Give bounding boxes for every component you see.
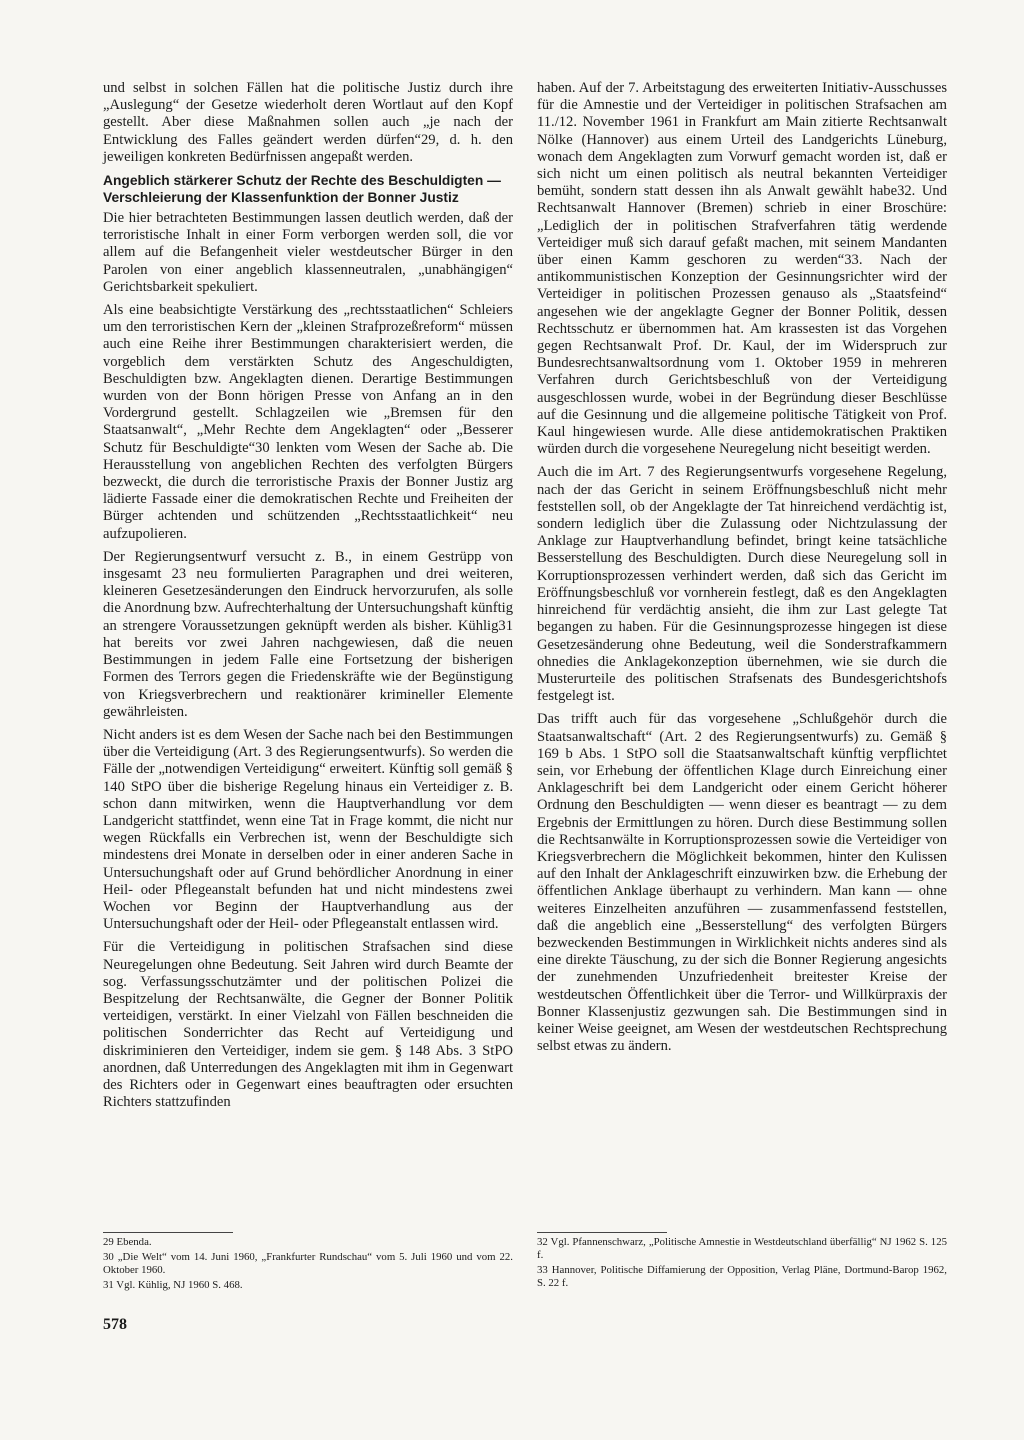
section-heading: Angeblich stärkerer Schutz der Rechte des Beschuldigten — Verschleierung der Klassenfunktion der Bonner Justiz <box>103 173 501 206</box>
paragraph: Das trifft auch für das vorgesehene „Schlußgehör durch die Staatsanwaltschaft“ (Art. 2 des Regierungsentwurfs) zu. Gemäß § 169 b Abs. 1 StPO soll die Staatsanwaltschaft künftig verpflichtet sein, vor Erhebung der öffentlichen Klage durch Einreichung einer Anklageschrift bei dem Landgericht oder einem Gericht höherer Ordnung den Beschuldigten — wenn dieser es beantragt — zu dem Ergebnis der Ermittlungen zu hören. Durch diese Bestimmung sollen die Rechtsanwälte in Korruptionsprozessen sowie die Verteidiger von Kriegsverbrechern die Möglichkeit bekommen, hinter den Kulissen auf den Inhalt der Anklageschrift einzuwirken bzw. die Erhebung der öffentlichen Anklage überhaupt zu verhindern. Man kann — ohne weiteres Einzelheiten anzuführen — zusammenfassend feststellen, daß die angeblich eine „Besserstellung“ des verfolgten Bürgers bezweckenden Bestimmungen in Wirklichkeit nichts anderes sind als eine direkte Täuschung, zu der sich die Bonner Regierung angesichts der zunehmenden Unzufriedenheit breitester Kreise der westdeutschen Öffentlichkeit über die Terror- und Willkürpraxis der Bonner Klassenjustiz gezwungen sah. Die Bestimmungen sind in keiner Weise geeignet, am Wesen der westdeutschen Rechtsprechung selbst etwas zu ändern. <box>537 711 947 1055</box>
page-number: 578 <box>103 1316 127 1333</box>
footnote: 31 Vgl. Kühlig, NJ 1960 S. 468. <box>103 1279 243 1291</box>
paragraph: Die hier betrachteten Bestimmungen lassen deutlich werden, daß der terroristische Inhalt in einer Form verborgen werden soll, die vor allem auf die Befangenheit vieler westdeutscher Bürger in den Parolen von einer angeblich klassenneutralen, „unabhängigen“ Gerichtsbarkeit spekuliert. <box>103 210 513 295</box>
paragraph: und selbst in solchen Fällen hat die politische Justiz durch ihre „Auslegung“ der Gesetze wiederholt deren Wortlaut auf den Kopf gestellt. Aber diese Maßnahmen sollen auch „je nach der Entwicklung des Falles geändert werden dürfen“29, d. h. den jeweiligen konkreten Bedürfnissen angepaßt werden. <box>103 80 513 165</box>
footnote: 33 Hannover, Politische Diffamierung der Opposition, Verlag Pläne, Dortmund-Barop 1962, S. 22 f. <box>537 1264 947 1289</box>
footnote-rule-right <box>537 1232 667 1233</box>
right-column <box>537 80 947 1061</box>
paragraph: Als eine beabsichtigte Verstärkung des „rechtsstaatlichen“ Schleiers um den terroristischen Kern der „kleinen Strafprozeßreform“ müssen auch eine Reihe ihrer Bestimmungen charakterisiert werden, die vorgeblich dem verstärkten Schutz des Angeschuldigten, Beschuldigten bzw. Angeklagten dienen. Derartige Bestimmungen wurden von der Bonn hörigen Presse von Anfang an in den Vordergrund gestellt. Schlagzeilen wie „Bremsen für den Staatsanwalt“, „Mehr Rechte dem Angeklagten“ oder „Besserer Schutz für Beschuldigte“30 lenkten vom Wesen der Sache ab. Die Herausstellung von angeblichen Rechten des verfolgten Bürgers bezweckt, die durch die terroristische Praxis der Bonner Justiz arg lädierte Fassade einer die demokratischen Rechte und Freiheiten der Bürger achtenden und schützenden „Rechtsstaatlichkeit“ neu aufzupolieren. <box>103 302 513 542</box>
footnote: 30 „Die Welt“ vom 14. Juni 1960, „Frankfurter Rundschau“ vom 5. Juli 1960 und vom 22. Oktober 1960. <box>103 1251 513 1276</box>
paragraph: haben. Auf der 7. Arbeitstagung des erweiterten Initiativ-Ausschusses für die Amnestie und der Verteidiger in politischen Strafsachen am 11./12. November 1961 in Frankfurt am Main zitierte Rechtsanwalt Nölke (Hannover) aus einem Urteil des Landgerichts Lüneburg, wonach dem Angeklagten zum Vorwurf gemacht worden ist, daß er sich nicht um einen politisch als neutral bekannten Verteidiger bemüht, sondern statt dessen ihn als Anwalt gewählt habe32. Und Rechtsanwalt Hannover (Bremen) schrieb in einer Broschüre: „Lediglich der in politischen Strafverfahren tätig werdende Verteidiger muß sich darauf gefaßt machen, mit seinem Mandanten über einen Kamm geschoren zu werden“33. Nach der antikommunistischen Konzeption der Gesinnungsrichter wird der Verteidiger in politischen Prozessen genauso als „Staatsfeind“ angesehen wie der angeklagte Gegner der Bonner Politik, dessen Rechtsschutz er übernommen hat. Am krassesten ist das Vorgehen gegen Rechtsanwalt Prof. Dr. Kaul, der im Widerspruch zur Bundesrechtsanwaltsordnung vom 1. Oktober 1959 in mehreren Verfahren durch Gerichtsbeschluß von der Verteidigung ausgeschlossen wurde, wobei in der Begründung dieser Beschlüsse auf die Gesinnung und die allgemeine politische Tätigkeit von Prof. Kaul hingewiesen wurde. Alle diese antidemokratischen Praktiken würden durch die vorgesehene Neuregelung nicht beseitigt werden. <box>537 80 947 458</box>
left-column <box>103 80 513 1117</box>
paragraph: Der Regierungsentwurf versucht z. B., in einem Gestrüpp von insgesamt 23 neu formulierten Paragraphen und drei weiteren, kleineren Gesetzesänderungen den Eindruck hervorzurufen, als solle die Anordnung bzw. Aufrechterhaltung der Untersuchungshaft künftig an strengere Voraussetzungen geknüpft werden als bisher. Kühlig31 hat bereits vor zwei Jahren nachgewiesen, daß die neuen Bestimmungen in jedem Falle eine Fortsetzung der bisherigen Formen des Terrors gegen die Friedenskräfte wie der Begünstigung von Kriegsverbrechern und reaktionärer krimineller Elemente gewährleisten. <box>103 548 513 720</box>
paragraph: Nicht anders ist es dem Wesen der Sache nach bei den Bestimmungen über die Verteidigung (Art. 3 des Regierungsentwurfs). So werden die Fälle der „notwendigen Verteidigung“ erweitert. Künftig soll gemäß § 140 StPO über die bisherige Regelung hinaus ein Verteidiger z. B. schon dann mitwirken, wenn die Hauptverhandlung vor dem Landgericht stattfindet, wenn eine Tat in Frage kommt, die nicht nur wegen Rückfalls ein Verbrechen ist, wenn der Beschuldigte sich mindestens drei Monate in derselben oder in einer anderen Sache in Untersuchungshaft oder auf Grund behördlicher Anordnung in einer Heil- oder Pflegeanstalt befunden hat und nicht mindestens zwei Wochen vor Beginn der Hauptverhandlung aus der Untersuchungshaft oder der Heil- oder Pflegeanstalt entlassen wird. <box>103 726 513 933</box>
footnote-rule-left <box>103 1232 233 1233</box>
footnote: 29 Ebenda. <box>103 1236 152 1248</box>
left-footnotes <box>103 1236 513 1294</box>
paragraph: Auch die im Art. 7 des Regierungsentwurfs vorgesehene Regelung, nach der das Gericht in seinem Eröffnungsbeschluß nicht mehr feststellen soll, ob der Angeklagte der Tat hinreichend verdächtig ist, sondern lediglich über die Zulassung oder Nichtzulassung der Anklage zur Hauptverhandlung befindet, bringt keine tatsächliche Besserstellung des Beschuldigten. Durch diese Neuregelung soll in Korruptionsprozessen verhindert werden, daß sich das Gericht im Eröffnungsbeschluß vor vornherein festlegt, daß es den Angeklagten hinreichend für verdächtig ansieht, die ihm zur Last gelegte Tat begangen zu haben. Für die Gesinnungsprozesse hingegen ist diese Gesetzesänderung ohne Bedeutung, weil die Sonderstrafkammern ohnedies die Anklagekonzeption übernehmen, wie sie durch die Musterurteile des politischen Strafsenats des Bundesgerichtshofs festgelegt ist. <box>537 464 947 705</box>
right-footnotes <box>537 1236 947 1292</box>
paragraph: Für die Verteidigung in politischen Strafsachen sind diese Neuregelungen ohne Bedeutung. Seit Jahren wird durch Beamte der sog. Verfassungsschutzämter und der politischen Polizei die Bespitzelung der Rechtsanwälte, die Gegner der Bonner Politik verteidigen, verstärkt. In einer Vielzahl von Fällen beschneiden die politischen Sonderrichter das Recht auf Verteidigung und diskriminieren den Verteidiger, indem sie gem. § 148 Abs. 3 StPO anordnen, daß Unterredungen des Angeklagten mit ihm in Gegenwart des Richters oder in Gegenwart eines beauftragten oder ersuchten Richters stattzufinden <box>103 939 513 1111</box>
footnote: 32 Vgl. Pfannenschwarz, „Politische Amnestie in Westdeutschland überfällig“ NJ 1962 S. 125 f. <box>537 1236 947 1261</box>
